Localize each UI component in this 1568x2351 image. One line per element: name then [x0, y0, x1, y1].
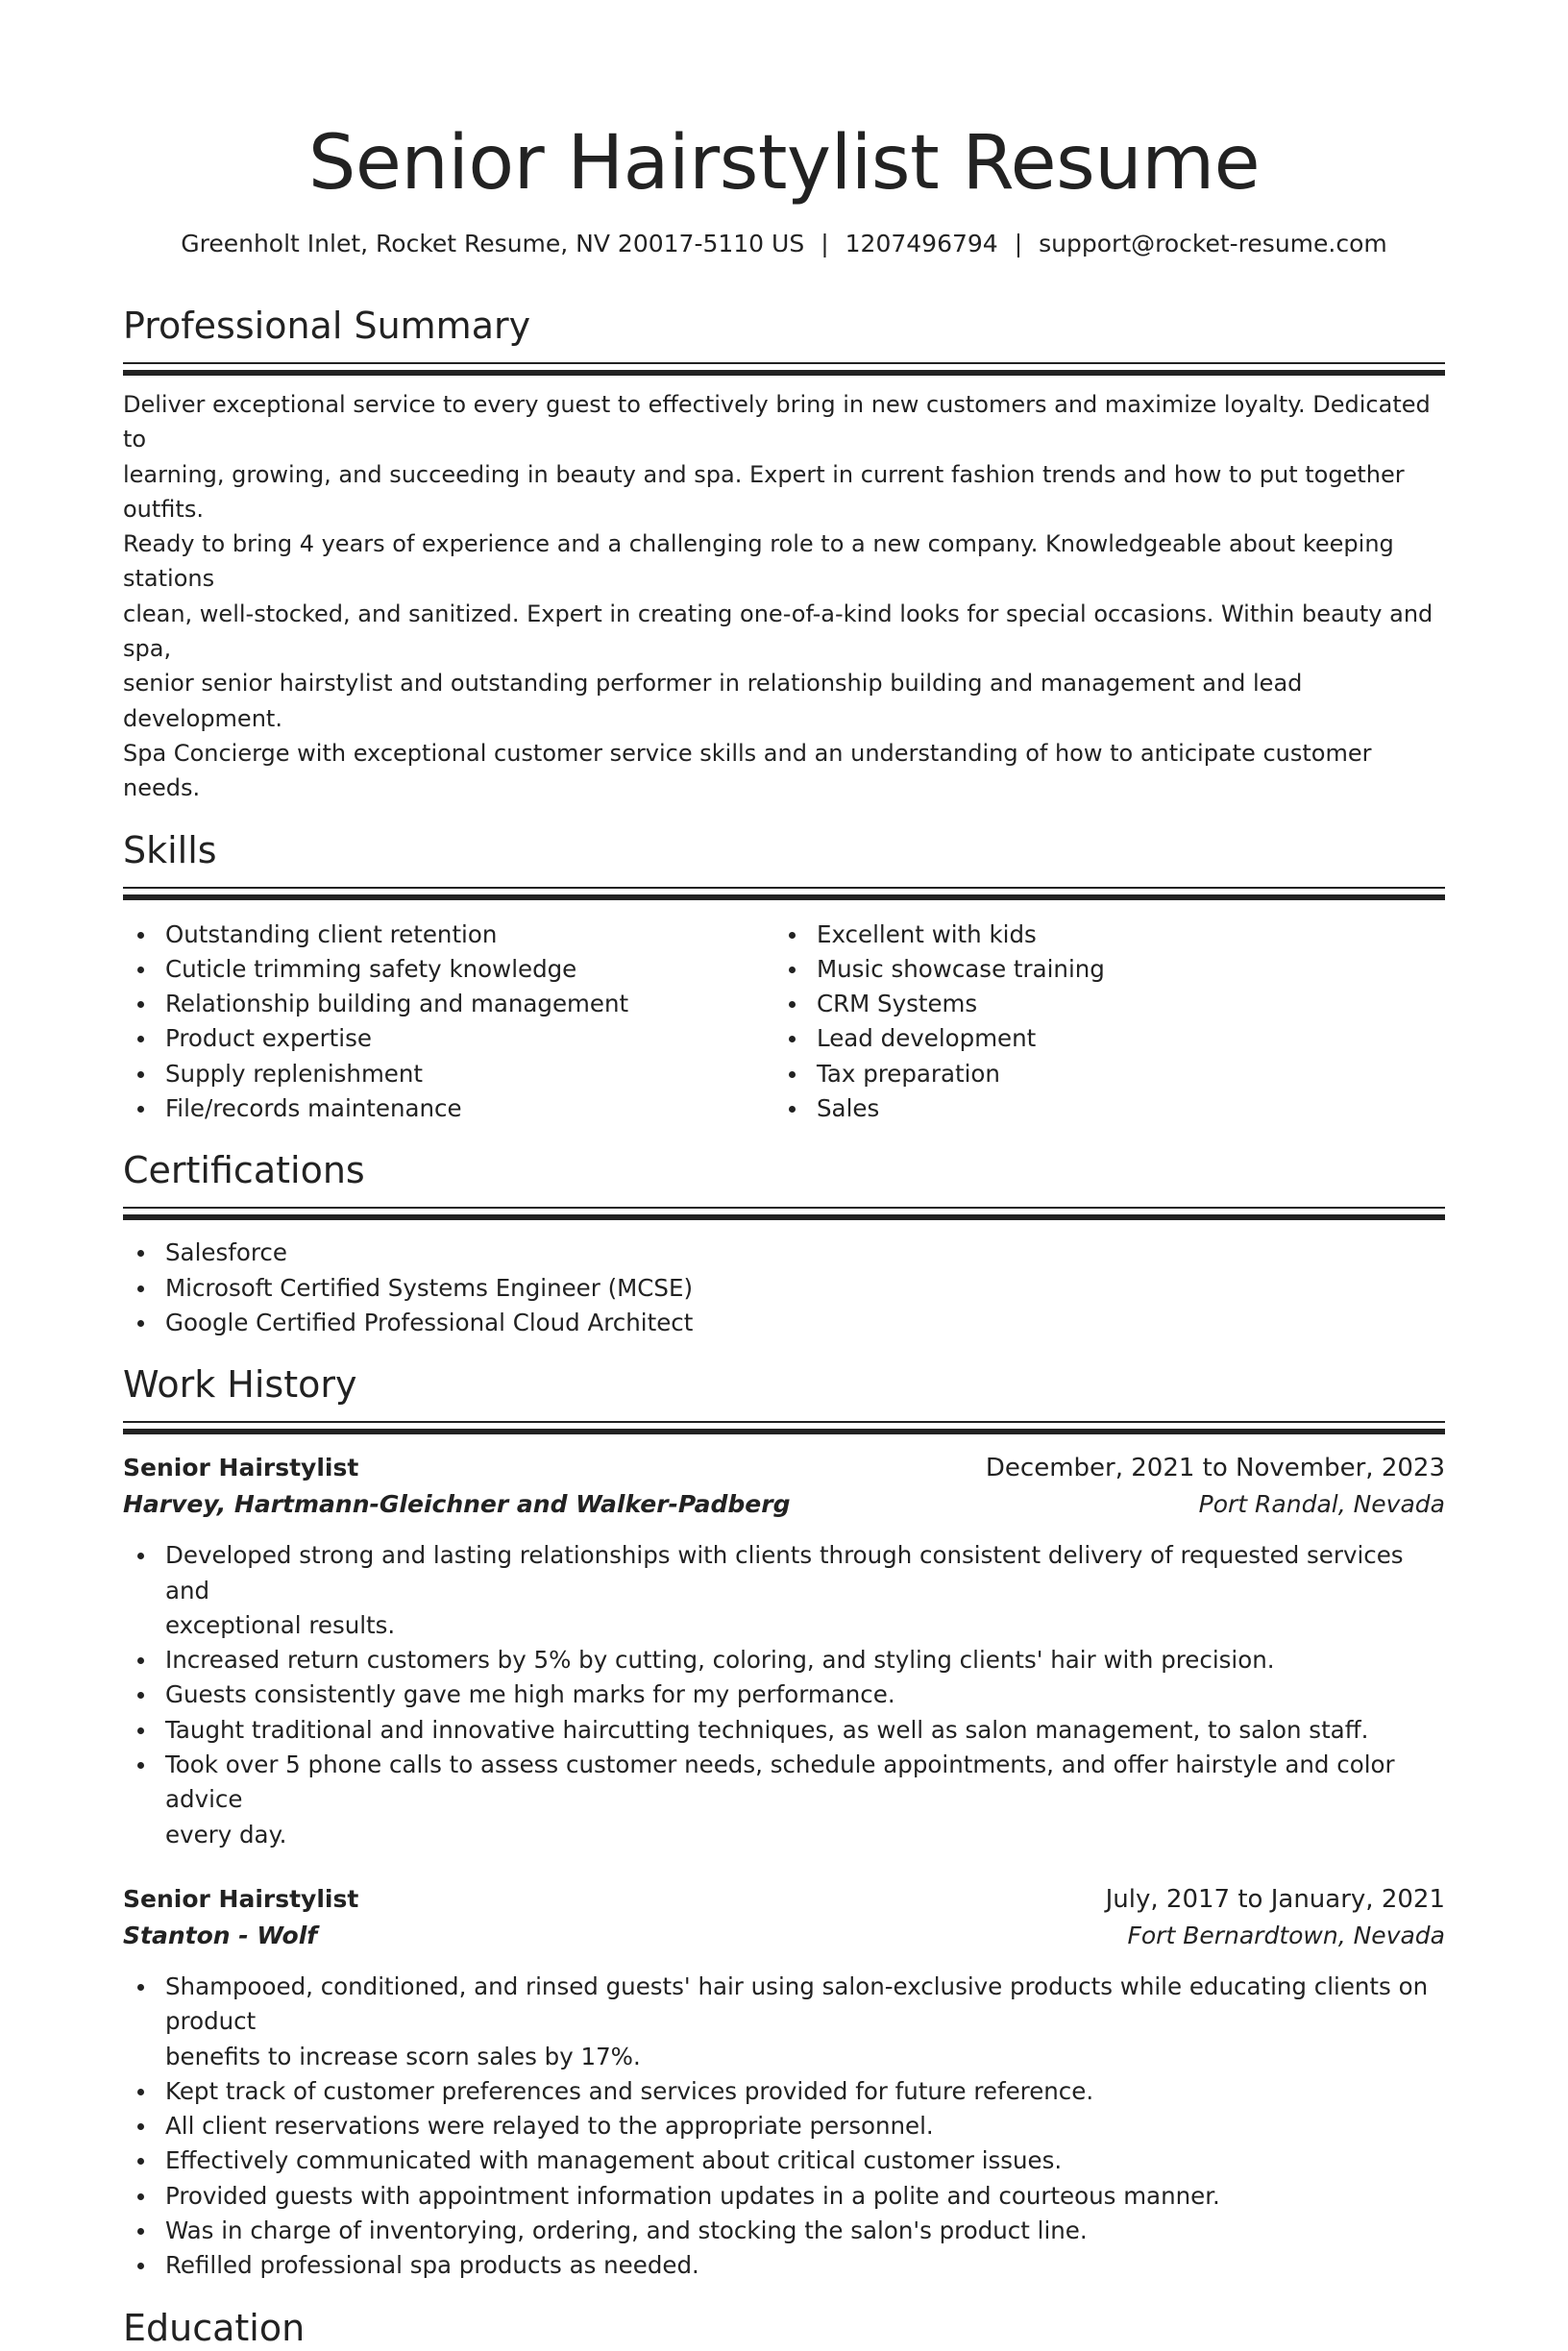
- certification-item: Microsoft Certified Systems Engineer (MCSE): [123, 1271, 1445, 1306]
- summary-line: learning, growing, and succeeding in beauty and spa. Expert in current fashion trends and how to put together outfits.: [123, 460, 1405, 523]
- section-heading-summary: Professional Summary: [123, 305, 531, 347]
- job-company-row: [123, 1918, 1445, 1954]
- job-bullet-list: [123, 1538, 1445, 1852]
- job-bullet-line: every day.: [165, 1820, 287, 1849]
- skills-grid: [123, 918, 1445, 1127]
- summary-line: Spa Concierge with exceptional customer service skills and an understanding of how to anticipate customer needs.: [123, 739, 1372, 802]
- job-bullet: [123, 2179, 1445, 2214]
- skill-item: File/records maintenance: [123, 1091, 774, 1126]
- job-bullet-line: Effectively communicated with management about critical customer issues.: [165, 2146, 1063, 2175]
- section-divider: [123, 362, 1445, 364]
- summary-line: clean, well-stocked, and sanitized. Expert in creating one-of-a-kind looks for special occasions. Within beauty and spa,: [123, 600, 1433, 663]
- summary-section: [123, 303, 1445, 806]
- contact-address: Greenholt Inlet, Rocket Resume, NV 20017-5110 US: [181, 230, 805, 257]
- job-bullet-line: Guests consistently gave me high marks for my performance.: [165, 1680, 895, 1709]
- section-divider-thick: [123, 370, 1445, 376]
- summary-line: senior senior hairstylist and outstanding performer in relationship building and management and lead development.: [123, 670, 1303, 732]
- job-dates: July, 2017 to January, 2021: [1105, 1884, 1445, 1914]
- job-bullet: [123, 1678, 1445, 1712]
- skills-section: [123, 827, 1445, 1127]
- job-bullet-line: Taught traditional and innovative haircutting techniques, as well as salon management, to salon staff.: [165, 1715, 1369, 1744]
- section-divider-thick: [123, 1214, 1445, 1220]
- job-location: Port Randal, Nevada: [1198, 1490, 1445, 1519]
- section-divider: [123, 1207, 1445, 1209]
- job-bullet: [123, 1538, 1445, 1643]
- job-company: Stanton - Wolf: [123, 1921, 318, 1949]
- job-title: Senior Hairstylist: [123, 1884, 359, 1913]
- section-divider-thick: [123, 1429, 1445, 1434]
- job-bullet: [123, 2109, 1445, 2143]
- job-bullet-line: Provided guests with appointment information updates in a polite and courteous manner.: [165, 2181, 1220, 2210]
- skill-item: Product expertise: [123, 1021, 774, 1056]
- section-heading-education: Education: [123, 2306, 306, 2349]
- job-bullet-line: exceptional results.: [165, 1610, 396, 1639]
- section-divider: [123, 887, 1445, 889]
- job-bullet: [123, 2143, 1445, 2178]
- job-bullet-line: Refilled professional spa products as needed.: [165, 2251, 699, 2280]
- job-bullet-line: benefits to increase scorn sales by 17%.: [165, 2042, 641, 2070]
- job-bullet-line: Kept track of customer preferences and services provided for future reference.: [165, 2076, 1094, 2105]
- job-entry: [123, 1450, 1445, 1852]
- job-location: Fort Bernardtown, Nevada: [1127, 1921, 1445, 1949]
- skill-item: Supply replenishment: [123, 1057, 774, 1091]
- job-header-row: [123, 1450, 1445, 1486]
- job-bullet: [123, 1970, 1445, 2074]
- job-bullet-list: [123, 1970, 1445, 2284]
- job-bullet-line: Increased return customers by 5% by cutting, coloring, and styling clients' hair with precision.: [165, 1646, 1275, 1675]
- skill-item: CRM Systems: [774, 987, 1426, 1021]
- certifications-list: [123, 1236, 1445, 1340]
- contact-separator: |: [821, 230, 829, 257]
- section-heading-skills: Skills: [123, 828, 217, 871]
- job-title: Senior Hairstylist: [123, 1454, 359, 1482]
- job-bullet: [123, 1748, 1445, 1852]
- contact-phone: 1207496794: [845, 230, 998, 257]
- skill-item: Tax preparation: [774, 1057, 1426, 1091]
- skills-list-right: [774, 918, 1426, 1127]
- job-bullet-line: Was in charge of inventorying, ordering, and stocking the salon's product line.: [165, 2216, 1088, 2244]
- skill-item: Lead development: [774, 1021, 1426, 1056]
- section-divider: [123, 1421, 1445, 1423]
- certifications-section: [123, 1147, 1445, 1340]
- job-company: Harvey, Hartmann-Gleichner and Walker-Padberg: [123, 1490, 791, 1519]
- certification-item: Salesforce: [123, 1236, 1445, 1270]
- skill-item: Music showcase training: [774, 952, 1426, 987]
- job-bullet: [123, 2248, 1445, 2283]
- job-company-row: [123, 1486, 1445, 1523]
- skill-item: Relationship building and management: [123, 987, 774, 1021]
- skills-list-left: [123, 918, 774, 1127]
- section-heading-certifications: Certifications: [123, 1149, 365, 1192]
- certification-item: Google Certified Professional Cloud Architect: [123, 1306, 1445, 1340]
- contact-email: support@rocket-resume.com: [1039, 230, 1387, 257]
- job-bullet: [123, 2074, 1445, 2109]
- contact-separator: |: [1014, 230, 1023, 257]
- job-bullet: [123, 1713, 1445, 1748]
- skill-item: Sales: [774, 1091, 1426, 1126]
- job-bullet-line: All client reservations were relayed to the appropriate personnel.: [165, 2112, 934, 2141]
- job-bullet: [123, 2214, 1445, 2248]
- job-bullet: [123, 1643, 1445, 1678]
- job-entry: [123, 1881, 1445, 2284]
- skill-item: Cuticle trimming safety knowledge: [123, 952, 774, 987]
- skill-item: Outstanding client retention: [123, 918, 774, 952]
- job-bullet-line: Shampooed, conditioned, and rinsed guests' hair using salon-exclusive products while educating clients on product: [165, 1971, 1429, 2036]
- summary-line: Ready to bring 4 years of experience and a challenging role to a new company. Knowledgeable about keeping stations: [123, 530, 1394, 593]
- skill-item: Excellent with kids: [774, 918, 1426, 952]
- page-title: Senior Hairstylist Resume: [307, 120, 1261, 207]
- summary-paragraph: [123, 387, 1445, 806]
- section-heading-work-history: Work History: [123, 1363, 357, 1407]
- job-bullet-line: Developed strong and lasting relationships with clients through consistent delivery of requested services and: [165, 1541, 1404, 1604]
- job-bullet-line: Took over 5 phone calls to assess customer needs, schedule appointments, and offer hairstyle and color advice: [165, 1751, 1395, 1814]
- resume-page: [123, 0, 1445, 2351]
- work-history-section: [123, 1361, 1445, 2283]
- section-divider-thick: [123, 894, 1445, 900]
- summary-line: Deliver exceptional service to every guest to effectively bring in new customers and maximize loyalty. Dedicated to: [123, 391, 1431, 453]
- job-header-row: [123, 1881, 1445, 1918]
- job-dates: December, 2021 to November, 2023: [985, 1454, 1445, 1483]
- education-section: [123, 2305, 1445, 2351]
- contact-line: [123, 227, 1445, 261]
